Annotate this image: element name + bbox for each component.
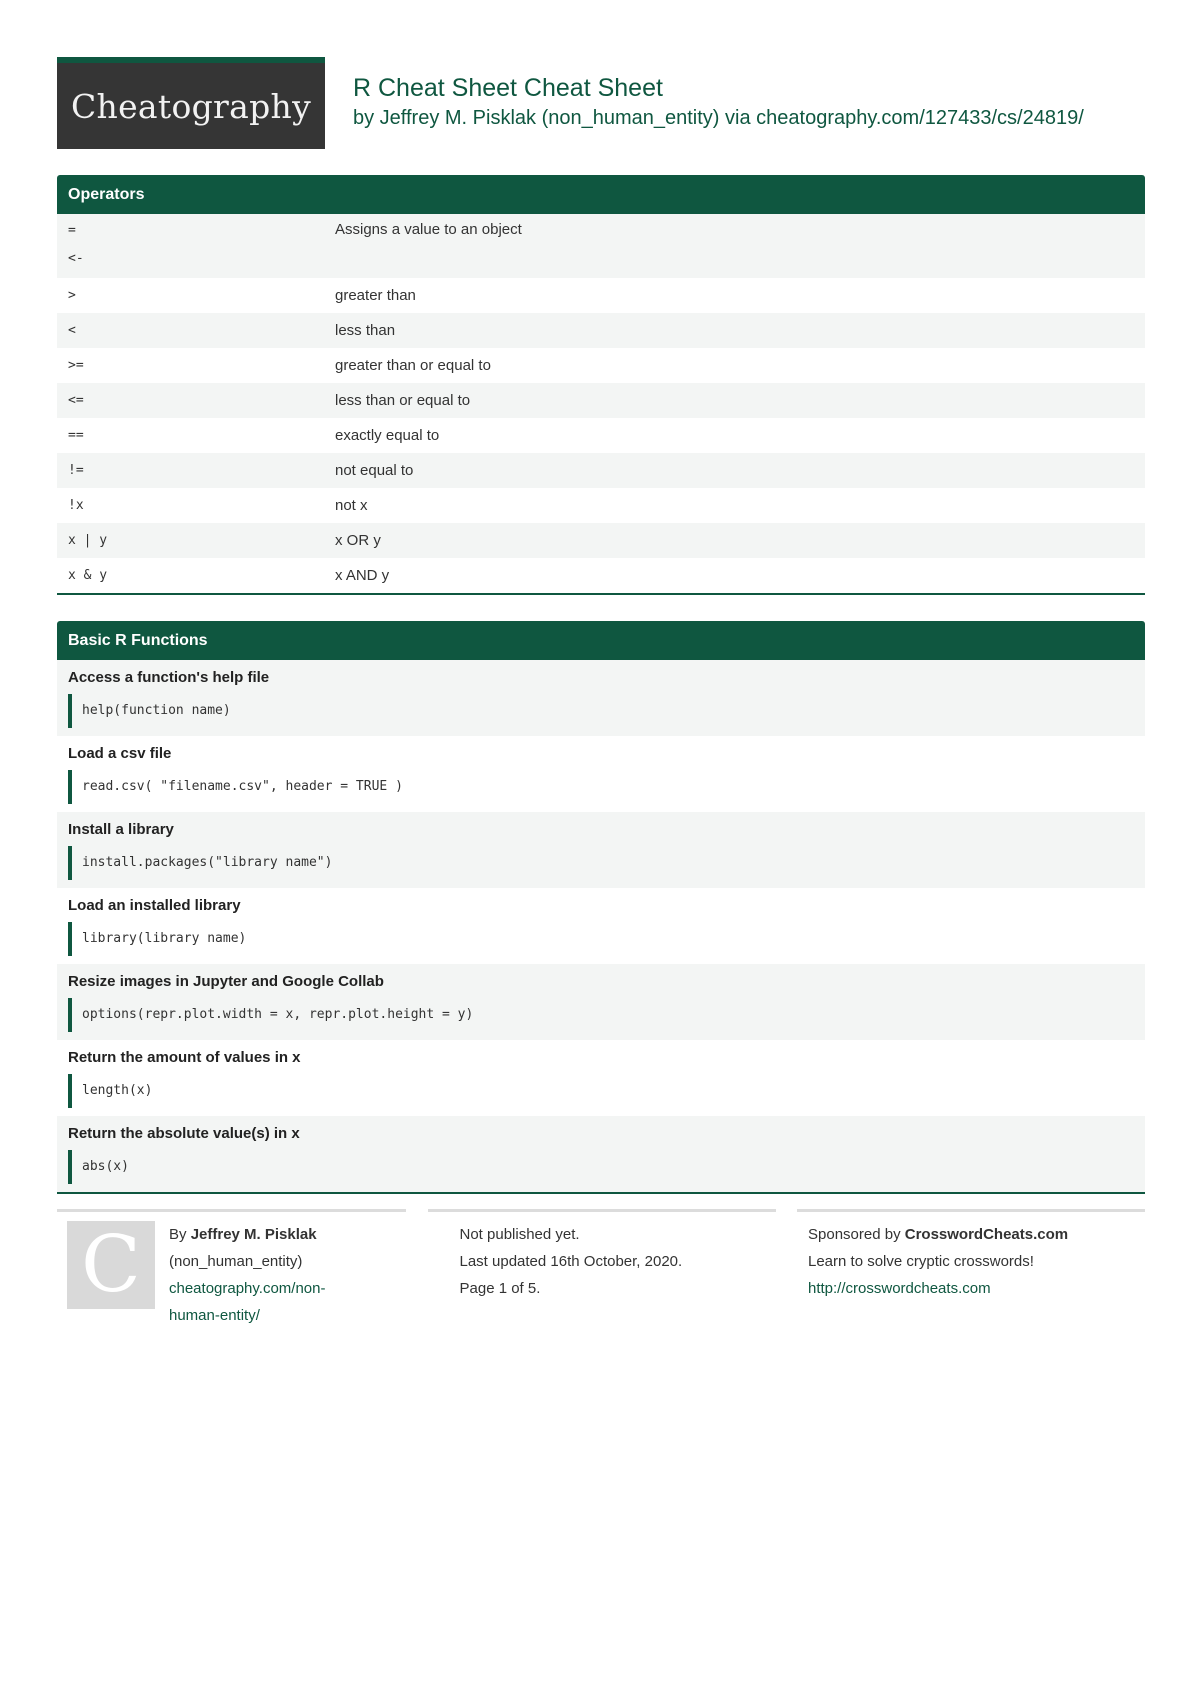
operator-symbol: x & y [68,568,108,583]
operator-key [57,348,335,383]
page-number: Page 1 of 5. [459,1280,541,1297]
cheatsheet-page [57,57,1145,1329]
footer-status [428,1209,776,1329]
operator-symbol: == [68,428,84,443]
list-item [57,1040,1145,1116]
operator-symbol: >= [68,358,84,373]
footer-sponsor [797,1209,1145,1329]
operator-symbol: != [68,463,84,478]
operators-table [57,214,1145,593]
table-row [57,523,1145,558]
function-title: Load an installed library [68,897,241,914]
functions-list [57,660,1145,1192]
code-block: help(function name) [68,694,1145,728]
operator-symbol: x | y [68,533,108,548]
list-item [57,1116,1145,1192]
function-title: Resize images in Jupyter and Google Collab [68,973,384,990]
operator-description: not equal to [335,462,414,479]
function-title: Load a csv file [68,745,172,762]
function-title: Access a function's help file [68,669,270,686]
operator-key [57,523,335,558]
operator-key [57,453,335,488]
avatar-letter: C [81,1220,141,1310]
table-row [57,278,1145,313]
table-row [57,383,1145,418]
list-item [57,888,1145,964]
code-block: library(library name) [68,922,1145,956]
code-block: read.csv( "filename.csv", header = TRUE ) [68,770,1145,804]
operator-description: greater than or equal to [335,357,491,374]
operator-symbol: > [68,288,76,303]
operator-key [57,558,335,593]
author-by-prefix: By [169,1226,191,1243]
author-line [169,1221,325,1248]
avatar[interactable] [67,1221,155,1309]
footer-author [57,1209,406,1329]
functions-section [57,621,1145,1194]
author-profile-link-line2[interactable]: human-entity/ [169,1307,260,1324]
last-updated: Last updated 16th October, 2020. [459,1253,683,1270]
operator-description: greater than [335,287,416,304]
function-title: Return the absolute value(s) in x [68,1125,300,1142]
author-info [169,1221,325,1329]
footer [57,1209,1145,1329]
operator-description: Assigns a value to an object [335,221,522,238]
operator-description: less than [335,322,396,339]
code-block: install.packages("library name") [68,846,1145,880]
function-title: Install a library [68,821,174,838]
list-item [57,736,1145,812]
sponsor-link[interactable]: http://crosswordcheats.com [808,1280,991,1297]
sponsor-tagline: Learn to solve cryptic crosswords! [808,1253,1034,1270]
list-item [57,660,1145,736]
header [57,57,1145,149]
operator-key [57,313,335,348]
table-row [57,348,1145,383]
code-block: abs(x) [68,1150,1145,1184]
table-row [57,418,1145,453]
functions-heading: Basic R Functions [57,621,1145,660]
operator-description: exactly equal to [335,427,440,444]
table-row [57,453,1145,488]
sponsor-line [808,1221,1145,1248]
logo-text: Cheatography [70,86,312,126]
operator-description: x AND y [335,567,390,584]
publish-status: Not published yet. [459,1226,580,1243]
list-item [57,964,1145,1040]
table-row [57,558,1145,593]
operator-symbol: < [68,323,76,338]
header-titles [353,57,1084,133]
author-handle: (non_human_entity) [169,1253,303,1270]
list-item [57,812,1145,888]
code-block: options(repr.plot.width = x, repr.plot.height = y) [68,998,1145,1032]
function-title: Return the amount of values in x [68,1049,301,1066]
code-block: length(x) [68,1074,1145,1108]
operator-key [57,418,335,453]
operator-key [57,278,335,313]
operator-key [57,488,335,523]
operator-symbol: !x [68,498,84,513]
author-name: Jeffrey M. Pisklak [190,1226,317,1243]
cheatography-logo[interactable] [57,57,325,149]
byline-link[interactable]: by Jeffrey M. Pisklak (non_human_entity) via cheatography.com/127433/cs/24819/ [353,107,1084,129]
operator-symbol: <= [68,393,84,408]
operator-description: not x [335,497,368,514]
table-row [57,214,1145,278]
operators-section [57,175,1145,595]
operator-key [57,214,335,278]
table-row [57,488,1145,523]
operators-heading: Operators [57,175,1145,214]
sponsor-name[interactable]: CrosswordCheats.com [904,1226,1069,1243]
operator-key [57,383,335,418]
operator-description: x OR y [335,532,381,549]
sponsor-prefix: Sponsored by [808,1226,905,1243]
operator-description: less than or equal to [335,392,471,409]
table-row [57,313,1145,348]
author-profile-link-line1[interactable]: cheatography.com/non- [169,1280,326,1297]
page-title[interactable]: R Cheat Sheet Cheat Sheet [353,74,663,102]
operator-symbol: = [68,223,76,238]
operator-symbol: <- [68,251,84,266]
